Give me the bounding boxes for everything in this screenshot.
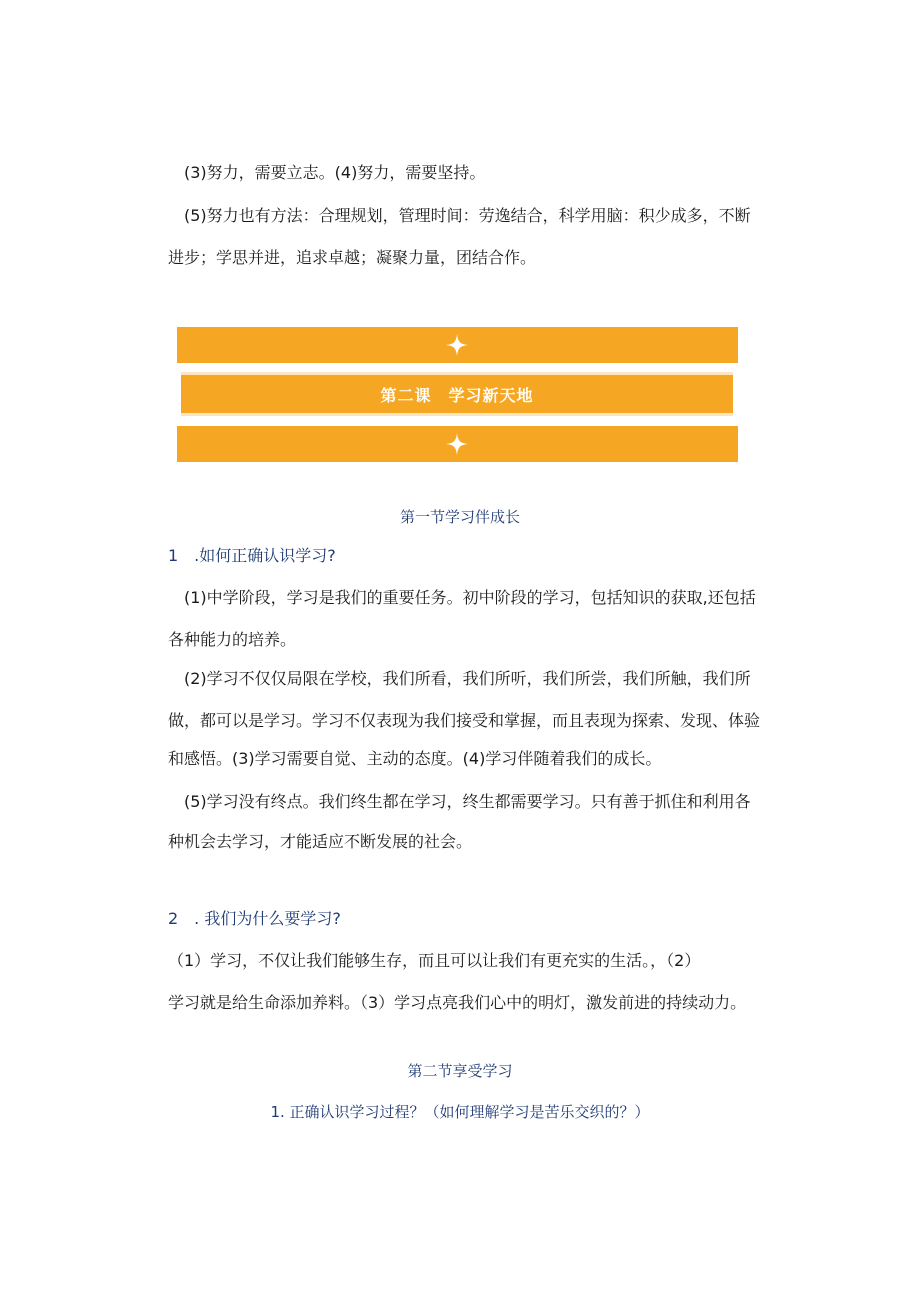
answer-2-line-b: 学习就是给生命添加养料。（3）学习点亮我们心中的明灯，激发前进的持续动力。	[168, 993, 747, 1012]
sparkle-icon	[446, 334, 468, 356]
lesson-title: 第二课 学习新天地	[380, 385, 534, 405]
sparkle-icon	[446, 433, 468, 455]
banner-middle-bar	[181, 372, 733, 416]
paragraph-5-line-b: 种机会去学习，才能适应不断发展的社会。	[168, 832, 473, 851]
banner-top-bar	[177, 327, 738, 363]
intro-line-2: (5)努力也有方法：合理规划，管理时间：劳逸结合，科学用脑：积少成多，不断	[184, 206, 751, 225]
answer-2-line-a: （1）学习，不仅让我们能够生存，而且可以让我们有更充实的生活。，（2）	[168, 951, 701, 970]
paragraph-2-line-c: 和感悟。(3)学习需要自觉、主动的态度。(4)学习伴随着我们的成长。	[168, 749, 662, 768]
section-1-heading: 第一节学习伴成长	[399, 508, 520, 526]
intro-line-3: 进步；学思并进，追求卓越；凝聚力量，团结合作。	[168, 248, 537, 267]
paragraph-1-line-a: (1)中学阶段，学习是我们的重要任务。初中阶段的学习，包括知识的获取,还包括	[184, 588, 756, 607]
section-2-heading: 第二节享受学习	[407, 1062, 513, 1080]
section-2-question-1: 1. 正确认识学习过程？（如何理解学习是苦乐交织的？）	[270, 1103, 650, 1121]
paragraph-5-line-a: (5)学习没有终点。我们终生都在学习，终生都需要学习。只有善于抓住和利用各	[184, 792, 751, 811]
question-1: 1 .如何正确认识学习?	[168, 546, 336, 565]
paragraph-2-line-a: (2)学习不仅仅局限在学校，我们所看，我们所听，我们所尝，我们所触，我们所	[184, 669, 751, 688]
intro-line-1: (3)努力，需要立志。(4)努力，需要坚持。	[184, 163, 486, 182]
paragraph-1-line-b: 各种能力的培养。	[168, 630, 297, 649]
banner-bottom-bar	[177, 426, 738, 462]
question-2: 2 . 我们为什么要学习?	[168, 909, 341, 928]
paragraph-2-line-b: 做，都可以是学习。学习不仅表现为我们接受和掌握，而且表现为探索、发现、体验	[168, 711, 761, 730]
